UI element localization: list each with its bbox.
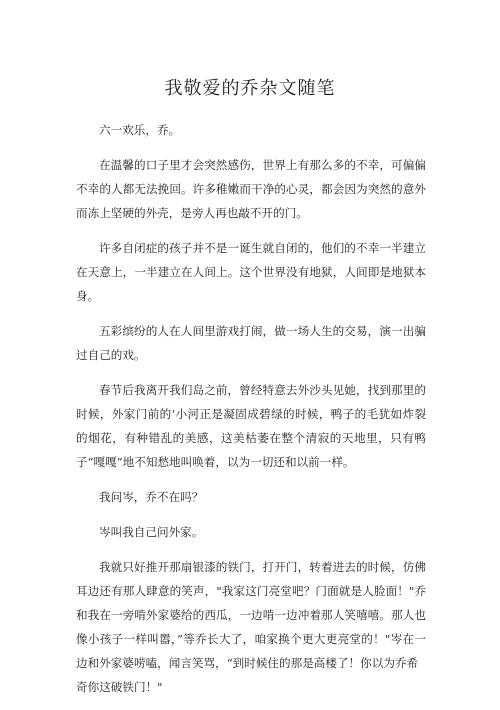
document-title: 我敬爱的乔杂文随笔 (164, 78, 336, 99)
paragraph: 五彩缤纷的人在人间里游戏打闹，做一场人生的交易，演一出骗过自己的戏。 (76, 324, 426, 362)
paragraph: 我就只好推开那扇银漆的铁门，打开门，转着进去的时候，仿佛耳边还有那人肆意的笑声，"我家这门亮堂吧？门面就是人脸面！"乔和我在一旁啃外家婆给的西瓜，一边啃一边冲着那人笑嘻嘻。那人也像小孩子一样叫嚣，”等乔长大了，咱家换个更大更亮堂的！"岑在一边和外家婆唠嗑，闻言笑骂，“到时候住的那是高楼了！你以为乔希 (76, 560, 426, 670)
paragraph-continuation: 奇你这破铁门！" (76, 680, 163, 694)
paragraph: 许多自闭症的孩子并不是一诞生就自闭的，他们的不幸一半建立在天意上，一半建立在人间上。这个世界没有地狱，人间即是地狱本身。 (76, 241, 426, 303)
paragraph: 我问岑，乔不在吗？ (99, 490, 204, 504)
document-body (76, 118, 426, 710)
paragraph: 春节后我离开我们岛之前，曾经特意去外沙头见她，找到那里的时候，外家门前的‘小河正是凝固成碧绿的时候，鸭子的毛犹如炸裂的烟花，有种错乱的美感，这美枯萎在整个清寂的天地里，只有鸭子“嘎嘎”地不知愁地叫唤着，以为一切还和以前一样。 (76, 383, 426, 469)
paragraph: 在温馨的口子里才会突然感伤，世界上有那么多的不幸，可偏偏不幸的人都无法挽回。许多稚嫩而干净的心灵，都会因为突然的意外而冻上坚硬的外壳，是旁人再也敲不开的门。 (76, 158, 426, 220)
paragraph: 六一欢乐，乔。 (99, 123, 181, 137)
paragraph: 岑叫我自己问外家。 (99, 525, 204, 539)
